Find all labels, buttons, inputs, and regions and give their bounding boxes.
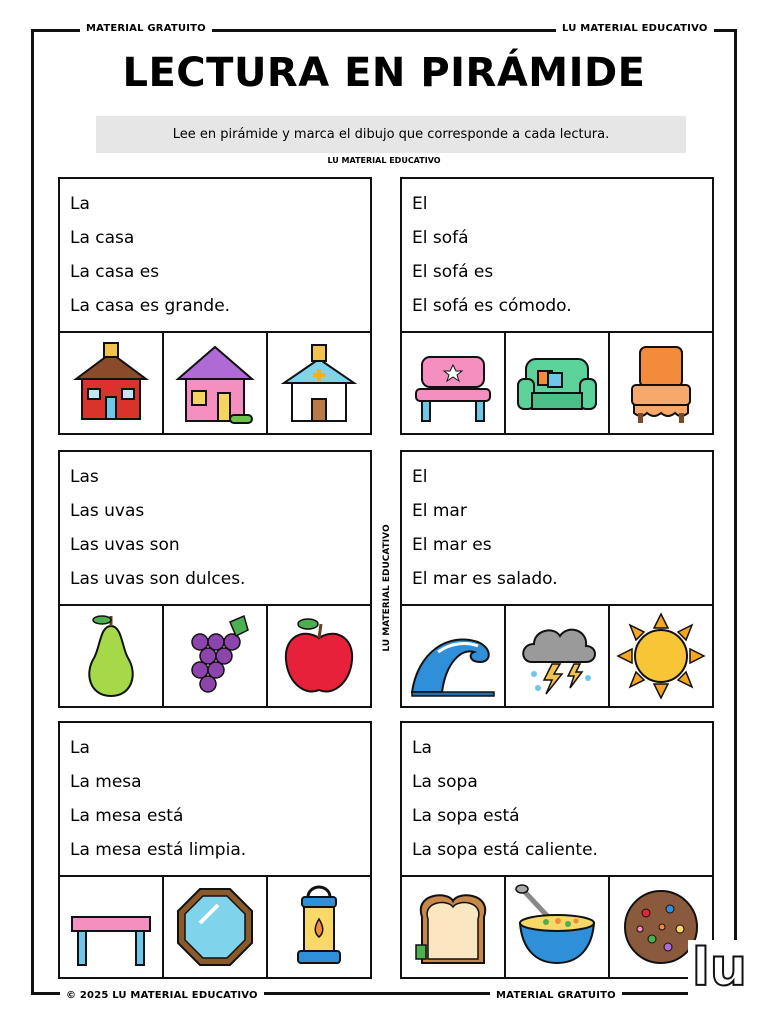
- pyramid-line: La sopa está caliente.: [412, 840, 598, 860]
- header-left-label: MATERIAL GRATUITO: [80, 23, 212, 35]
- reading-card-sofa: [400, 177, 714, 435]
- red-schoolhouse-icon[interactable]: [60, 333, 164, 433]
- pink-table-icon[interactable]: [60, 877, 164, 977]
- pyramid-line: El mar es: [412, 535, 492, 555]
- orange-armchair-icon[interactable]: [610, 333, 712, 433]
- pyramid-line: La mesa está: [70, 806, 184, 826]
- green-sofa-icon[interactable]: [506, 333, 610, 433]
- header-right-label: LU MATERIAL EDUCATIVO: [556, 23, 714, 35]
- page-title: LECTURA EN PIRÁMIDE: [122, 50, 646, 96]
- pyramid-line: Las: [70, 467, 99, 487]
- soup-bowl-icon[interactable]: [506, 877, 610, 977]
- pyramid-line: La sopa: [412, 772, 478, 792]
- sub-brand: LU MATERIAL EDUCATIVO: [327, 156, 441, 165]
- sun-icon[interactable]: [610, 606, 712, 706]
- pyramid-text: [60, 452, 370, 606]
- mirror-icon[interactable]: [164, 877, 268, 977]
- pyramid-line: La casa es: [70, 262, 160, 282]
- pyramid-text: [402, 723, 712, 877]
- footer-left-label: © 2025 LU MATERIAL EDUCATIVO: [60, 990, 264, 1002]
- reading-card-mesa: [58, 721, 372, 979]
- pyramid-line: Las uvas son: [70, 535, 180, 555]
- pyramid-line: El sofá es: [412, 262, 494, 282]
- storm-cloud-icon[interactable]: [506, 606, 610, 706]
- pyramid-text: [402, 179, 712, 333]
- pyramid-line: La sopa está: [412, 806, 520, 826]
- reading-card-casa: [58, 177, 372, 435]
- pyramid-line: La casa es grande.: [70, 296, 231, 316]
- pyramid-line: La: [412, 738, 432, 758]
- pyramid-line: Las uvas: [70, 501, 145, 521]
- pyramid-line: La mesa: [70, 772, 142, 792]
- pyramid-line: Las uvas son dulces.: [70, 569, 246, 589]
- apple-icon[interactable]: [268, 606, 370, 706]
- pyramid-text: [60, 179, 370, 333]
- footer-right-label: MATERIAL GRATUITO: [490, 990, 622, 1002]
- vertical-brand-text: LU MATERIAL EDUCATIVO: [382, 524, 392, 652]
- pyramid-line: La mesa está limpia.: [70, 840, 247, 860]
- lantern-icon[interactable]: [268, 877, 370, 977]
- pyramid-text: [402, 452, 712, 606]
- brand-logo: lu: [688, 940, 751, 996]
- reading-card-mar: [400, 450, 714, 708]
- wave-icon[interactable]: [402, 606, 506, 706]
- reading-card-sopa: [400, 721, 714, 979]
- instructions-bar: Lee en pirámide y marca el dibujo que corresponde a cada lectura.: [96, 116, 686, 153]
- pyramid-line: El: [412, 467, 428, 487]
- pyramid-line: El: [412, 194, 428, 214]
- pyramid-line: La: [70, 194, 90, 214]
- sandwich-icon[interactable]: [402, 877, 506, 977]
- pink-house-icon[interactable]: [164, 333, 268, 433]
- pyramid-line: La casa: [70, 228, 135, 248]
- pyramid-line: El sofá es cómodo.: [412, 296, 572, 316]
- grapes-icon[interactable]: [164, 606, 268, 706]
- vertical-brand: [377, 518, 397, 658]
- pyramid-text: [60, 723, 370, 877]
- pyramid-line: El mar es salado.: [412, 569, 558, 589]
- pyramid-line: El sofá: [412, 228, 469, 248]
- pink-bench-icon[interactable]: [402, 333, 506, 433]
- pear-icon[interactable]: [60, 606, 164, 706]
- reading-card-uvas: [58, 450, 372, 708]
- chapel-icon[interactable]: [268, 333, 370, 433]
- pyramid-line: La: [70, 738, 90, 758]
- pyramid-line: El mar: [412, 501, 467, 521]
